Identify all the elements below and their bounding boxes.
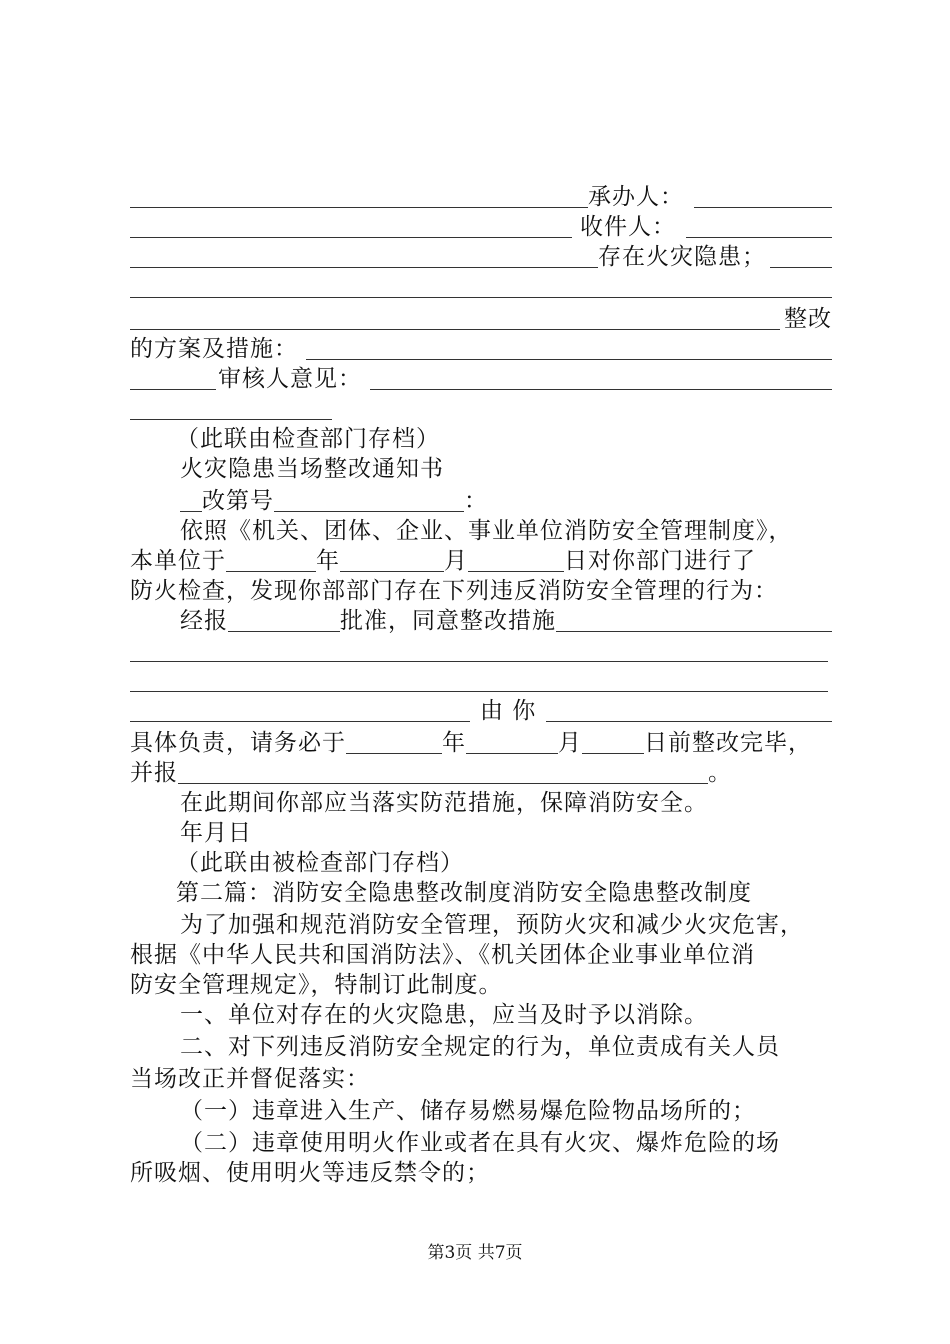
handler-field[interactable] — [694, 183, 832, 208]
page-footer: 第3页 共7页 — [427, 1243, 523, 1263]
blank-row — [130, 634, 832, 666]
blank-row — [130, 664, 832, 696]
blank-field[interactable] — [180, 487, 202, 512]
chapter-heading: 第二篇：消防安全隐患整改制度消防安全隐患整改制度 — [176, 880, 752, 906]
item2-text: 当场改正并督促落实： — [130, 1066, 370, 1092]
blank-field[interactable] — [130, 183, 588, 208]
handler-label: 承办人： — [588, 184, 684, 210]
responsible-row — [130, 694, 832, 726]
reviewer-field[interactable] — [370, 365, 832, 390]
reviewer-row — [130, 362, 832, 394]
number-prefix: 改第号 — [202, 488, 274, 514]
measures-field[interactable] — [556, 607, 832, 632]
finding-text: 防火检查，发现你部部门存在下列违反消防安全管理的行为： — [130, 578, 778, 604]
archive-note-2 — [176, 846, 832, 878]
blank-field[interactable] — [130, 305, 780, 330]
receiver-row — [130, 210, 832, 242]
blank-field[interactable] — [130, 637, 828, 662]
blank-field[interactable] — [130, 697, 470, 722]
notice-title-row — [180, 452, 832, 484]
archive-note-text: （此联由检查部门存档） — [176, 426, 440, 452]
deadline-month-label: 月 — [558, 730, 582, 756]
item2-row-1 — [180, 1030, 832, 1062]
plan-label: 的方案及措施： — [130, 336, 298, 362]
report-end: 。 — [708, 760, 732, 786]
blank-field[interactable] — [130, 243, 598, 268]
notice-title: 火灾隐患当场整改通知书 — [180, 456, 444, 482]
date-text: 年月日 — [180, 820, 252, 846]
report-row — [130, 756, 832, 788]
number-field[interactable] — [274, 487, 464, 512]
deadline-row — [130, 726, 832, 758]
intro-text: 防安全管理规定》，特制订此制度。 — [130, 972, 503, 998]
item1-row — [180, 998, 832, 1030]
sub2-row-2 — [130, 1156, 832, 1188]
rectify-row — [130, 302, 832, 334]
number-suffix: ： — [464, 488, 488, 514]
sub1-row — [180, 1094, 832, 1126]
measures-row — [180, 786, 832, 818]
intro-row-1 — [180, 908, 832, 940]
deadline-month-field[interactable] — [466, 729, 558, 754]
month-label: 月 — [444, 548, 468, 574]
year-field[interactable] — [226, 547, 316, 572]
day-label: 日对你部门进行了 — [564, 548, 756, 574]
report-label: 并报 — [130, 760, 178, 786]
sub2-text: （二）违章使用明火作业或者在具有火灾、爆炸危险的场 — [180, 1130, 780, 1156]
deadline-year-label: 年 — [442, 730, 466, 756]
approval-text: 批准，同意整改措施 — [340, 608, 556, 634]
receiver-label: 收件人： — [580, 214, 676, 240]
item2-text: 二、对下列违反消防安全规定的行为，单位责成有关人员 — [180, 1034, 780, 1060]
plan-row — [130, 332, 832, 364]
archive-note-text: （此联由被检查部门存档） — [176, 850, 464, 876]
blank-row — [130, 270, 832, 302]
intro-row-3 — [130, 968, 832, 1000]
report-field[interactable] — [178, 759, 708, 784]
inspect-label: 本单位于 — [130, 548, 226, 574]
deadline-label: 具体负责，请务必于 — [130, 730, 346, 756]
inspect-row — [130, 544, 832, 576]
basis-row — [180, 514, 832, 546]
blank-row — [130, 392, 832, 424]
intro-text: 为了加强和规范消防安全管理，预防火灾和减少火灾危害， — [180, 912, 804, 938]
item2-row-2 — [130, 1062, 832, 1094]
blank-field[interactable] — [130, 273, 832, 298]
archive-note-1 — [176, 422, 832, 454]
responsible-field[interactable] — [546, 697, 832, 722]
day-field[interactable] — [468, 547, 564, 572]
receiver-field[interactable] — [686, 213, 832, 238]
blank-field[interactable] — [130, 365, 216, 390]
responsible-label: 由 你 — [480, 698, 537, 724]
deadline-year-field[interactable] — [346, 729, 442, 754]
deadline-day-field[interactable] — [582, 729, 644, 754]
sub2-text: 所吸烟、使用明火等违反禁令的； — [130, 1160, 490, 1186]
hazard-row — [130, 240, 832, 272]
blank-field[interactable] — [130, 395, 332, 420]
hazard-field[interactable] — [770, 243, 832, 268]
approver-field[interactable] — [228, 607, 340, 632]
finding-row — [130, 574, 832, 606]
measures-text: 在此期间你部应当落实防范措施，保障消防安全。 — [180, 790, 708, 816]
item1-text: 一、单位对存在的火灾隐患，应当及时予以消除。 — [180, 1002, 708, 1028]
reviewer-label: 审核人意见： — [218, 366, 362, 392]
blank-field[interactable] — [130, 667, 828, 692]
handler-row — [130, 180, 832, 212]
hazard-label: 存在火灾隐患； — [598, 244, 766, 270]
notice-number-row — [180, 484, 832, 516]
approval-label: 经报 — [180, 608, 228, 634]
sub2-row-1 — [180, 1126, 832, 1158]
approval-row — [180, 604, 832, 636]
rectify-label: 整改 — [784, 306, 832, 332]
date-row — [180, 816, 832, 848]
intro-text: 根据《中华人民共和国消防法》、《机关团体企业事业单位消 — [130, 942, 755, 968]
deadline-day-label: 日前整改完毕， — [644, 730, 812, 756]
plan-field[interactable] — [306, 335, 832, 360]
blank-field[interactable] — [130, 213, 572, 238]
year-label: 年 — [316, 548, 340, 574]
intro-row-2 — [130, 938, 832, 970]
month-field[interactable] — [340, 547, 444, 572]
chapter-heading-row — [176, 876, 832, 908]
basis-text: 依照《机关、团体、企业、事业单位消防安全管理制度》， — [180, 518, 793, 544]
sub1-text: （一）违章进入生产、储存易燃易爆危险物品场所的； — [180, 1098, 756, 1124]
